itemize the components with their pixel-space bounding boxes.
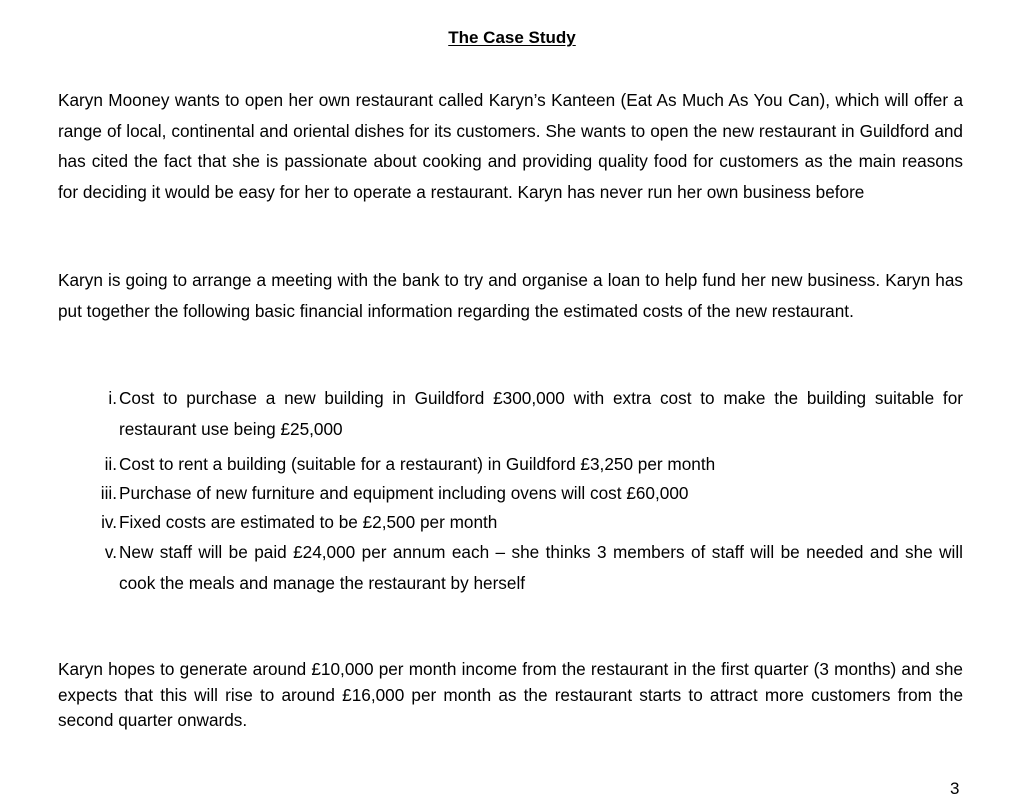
list-numeral: iii.: [100, 483, 117, 503]
list-item-text: Purchase of new furniture and equipment including ovens will cost £60,000: [119, 483, 689, 503]
cost-list: [58, 383, 963, 598]
list-numeral: v.: [104, 542, 117, 562]
intro-paragraph: Karyn Mooney wants to open her own restaurant called Karyn’s Kanteen (Eat As Much As You Can), which will offer a range of local, continental and oriental dishes for its customers. She wants to open the new restaurant in Guildford and has cited the fact that she is passionate about cooking and providing quality food for customers as the main reasons for deciding it would be easy for her to operate a restaurant. Karyn has never run her own business before: [58, 90, 963, 202]
list-item-text: Cost to purchase a new building in Guildford £300,000 with extra cost to make the building suitable for restaurant use being £25,000: [119, 388, 963, 439]
list-item-text: Fixed costs are estimated to be £2,500 per month: [119, 512, 498, 532]
list-item-text: Cost to rent a building (suitable for a restaurant) in Guildford £3,250 per month: [119, 454, 716, 474]
cost-list-item: [58, 383, 963, 445]
bank-meeting-paragraph: Karyn is going to arrange a meeting with the bank to try and organise a loan to help fund her new business. Karyn has put together the following basic financial information regarding the estimated costs of the new restaurant.: [58, 270, 963, 321]
cost-list-item: [58, 479, 963, 508]
list-numeral: iv.: [101, 512, 117, 532]
cost-list-item: [58, 508, 963, 537]
document-title: The Case Study: [448, 28, 576, 47]
list-numeral: ii.: [104, 454, 117, 474]
page-number: 3: [950, 779, 960, 798]
list-item-text: New staff will be paid £24,000 per annum each – she thinks 3 members of staff will be needed and she will cook the meals and manage the restaurant by herself: [119, 542, 963, 593]
list-numeral: i.: [108, 388, 117, 408]
cost-list-item: [58, 537, 963, 598]
cost-list-item: [58, 449, 963, 479]
income-paragraph: Karyn hopes to generate around £10,000 per month income from the restaurant in the first quarter (3 months) and she expects that this will rise to around £16,000 per month as the restaurant starts to attract more customers from the second quarter onwards.: [58, 659, 963, 730]
